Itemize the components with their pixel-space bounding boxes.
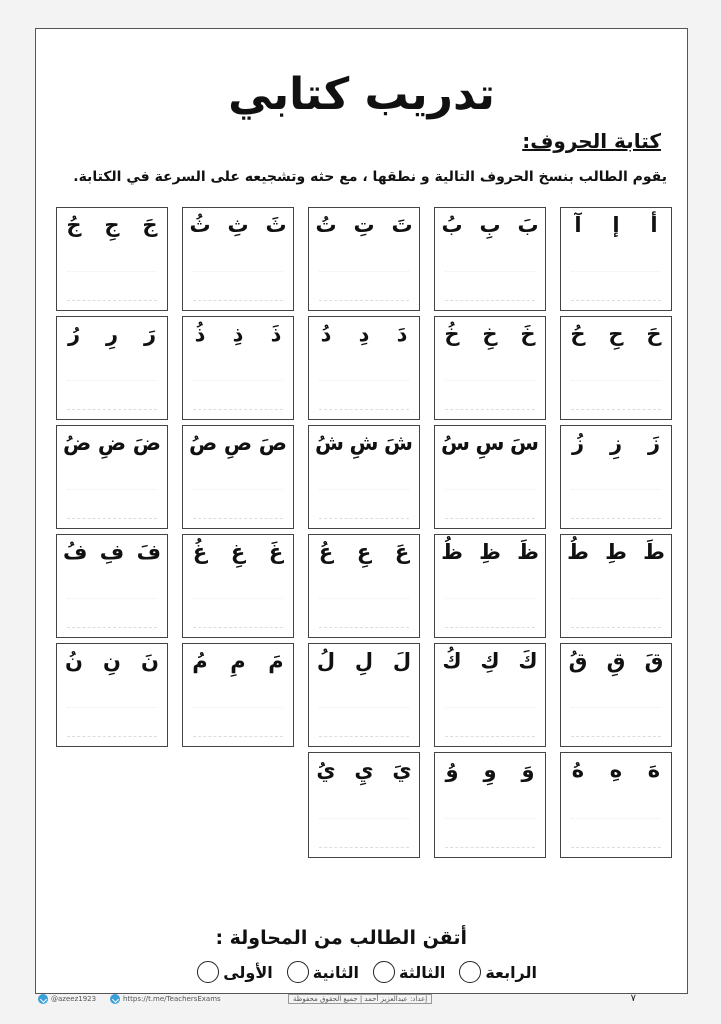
letter-form: زُ	[571, 431, 585, 455]
letter-form: حُ	[570, 322, 586, 346]
writing-line	[67, 409, 157, 410]
letter-box[interactable]	[434, 752, 546, 858]
letter-form: غِ	[230, 540, 246, 564]
letter-form: سُ	[441, 431, 470, 455]
writing-line	[445, 300, 535, 301]
radio-circle[interactable]	[287, 961, 309, 983]
letter-form: ثَ	[265, 213, 287, 237]
letter-form: فِ	[99, 540, 125, 564]
letter-box[interactable]	[308, 316, 420, 420]
letter-form: صَ	[258, 431, 287, 455]
letter-form: لَ	[392, 649, 412, 673]
attempt-label: الثانية	[312, 962, 360, 982]
letter-form: تِ	[353, 213, 375, 237]
letter-box[interactable]	[434, 534, 546, 638]
letter-form: هُ	[571, 758, 585, 782]
letter-box[interactable]	[560, 534, 672, 638]
letter-form: آ	[574, 213, 582, 237]
telegram-icon	[110, 994, 120, 1004]
radio-circle[interactable]	[373, 961, 395, 983]
letter-form: غَ	[268, 540, 284, 564]
letter-forms	[315, 322, 413, 346]
mastery-title: أتقن الطالب من المحاولة :	[215, 927, 467, 949]
letter-form: مِ	[230, 649, 246, 673]
letter-form: مُ	[192, 649, 208, 673]
letter-form: وِ	[483, 758, 497, 782]
writing-line	[193, 736, 283, 737]
letter-forms	[315, 649, 413, 673]
letter-forms	[63, 540, 161, 564]
letter-box[interactable]	[308, 425, 420, 529]
attempt-option-second[interactable]	[287, 961, 359, 983]
letter-forms	[567, 431, 665, 455]
page-title: تدريب كتابي	[228, 69, 495, 120]
letter-form: لُ	[316, 649, 336, 673]
writing-line	[571, 736, 661, 737]
section-title: كتابة الحروف:	[522, 129, 661, 153]
letter-form: إ	[612, 213, 620, 237]
letter-form: ذَ	[270, 322, 282, 346]
writing-line	[193, 300, 283, 301]
letter-form: رِ	[105, 322, 119, 346]
page-number: ٧	[630, 993, 636, 1004]
instruction-text: يقوم الطالب بنسخ الحروف التالية و نطقها ، مع حثه وتشجيعه على السرعة في الكتابة.	[73, 169, 667, 185]
letter-form: لِ	[354, 649, 374, 673]
letter-form: ذِ	[232, 322, 244, 346]
letter-form: غُ	[192, 540, 208, 564]
writing-line	[319, 627, 409, 628]
letter-forms	[63, 649, 161, 673]
letter-form: شَ	[384, 431, 413, 455]
attempt-label: الرابعة	[485, 962, 537, 982]
page-footer	[38, 993, 678, 1007]
letter-forms	[189, 213, 287, 237]
guide-line	[571, 489, 661, 490]
writing-line	[319, 736, 409, 737]
letter-form: عِ	[356, 540, 372, 564]
guide-line	[571, 271, 661, 272]
letter-form: فَ	[136, 540, 161, 564]
writing-line	[193, 627, 283, 628]
letter-form: ضُ	[63, 431, 92, 455]
guide-line	[67, 489, 157, 490]
letter-forms	[567, 322, 665, 346]
guide-line	[193, 598, 283, 599]
letter-box[interactable]	[308, 207, 420, 311]
letter-box[interactable]	[434, 425, 546, 529]
letter-form: يِ	[354, 758, 374, 782]
radio-circle[interactable]	[459, 961, 481, 983]
letter-form: كَ	[518, 649, 538, 673]
letter-form: تَ	[391, 213, 413, 237]
letter-form: جُ	[66, 213, 82, 237]
letter-box[interactable]	[182, 207, 294, 311]
letter-forms	[63, 322, 161, 346]
attempt-label: الثالثة	[399, 962, 446, 982]
writing-line	[319, 300, 409, 301]
letter-form: نِ	[103, 649, 121, 673]
letter-form: طَ	[643, 540, 665, 564]
writing-line	[445, 409, 535, 410]
letter-form: شُ	[315, 431, 344, 455]
letter-form: ذُ	[194, 322, 206, 346]
guide-line	[67, 598, 157, 599]
letter-form: خِ	[482, 322, 498, 346]
letter-form: قُ	[568, 649, 588, 673]
writing-line	[67, 627, 157, 628]
letter-form: فُ	[63, 540, 88, 564]
letter-box[interactable]	[182, 643, 294, 747]
footer-credit: إعداد: عبدالعزيز أحمد | جميع الحقوق محفوظة	[288, 994, 432, 1004]
letter-form: نُ	[65, 649, 83, 673]
writing-line	[571, 409, 661, 410]
letter-form: دِ	[358, 322, 370, 346]
letter-forms	[441, 431, 539, 455]
letter-form: بَ	[517, 213, 539, 237]
telegram-icon	[38, 994, 48, 1004]
letter-box[interactable]	[56, 425, 168, 529]
letter-form: طِ	[605, 540, 627, 564]
letter-form: تُ	[315, 213, 337, 237]
letter-box[interactable]	[308, 534, 420, 638]
letter-form: شِ	[349, 431, 379, 455]
letter-form: ظِ	[479, 540, 501, 564]
letter-forms	[189, 649, 287, 673]
letter-form: ضِ	[97, 431, 127, 455]
guide-line	[67, 707, 157, 708]
writing-line	[67, 518, 157, 519]
guide-line	[67, 380, 157, 381]
letter-forms	[441, 540, 539, 564]
letter-box[interactable]	[182, 425, 294, 529]
letter-forms	[441, 649, 539, 673]
letter-box[interactable]	[56, 534, 168, 638]
letter-forms	[315, 431, 413, 455]
attempt-options	[197, 961, 537, 983]
guide-line	[319, 598, 409, 599]
attempt-option-first[interactable]	[197, 961, 273, 983]
letter-form: مَ	[268, 649, 284, 673]
letter-form: ظَ	[517, 540, 539, 564]
writing-line	[67, 736, 157, 737]
letter-form: وَ	[521, 758, 535, 782]
letter-form: دَ	[396, 322, 408, 346]
guide-line	[571, 380, 661, 381]
guide-line	[571, 598, 661, 599]
footer-handle-1[interactable]	[38, 994, 96, 1004]
attempt-option-third[interactable]	[373, 961, 445, 983]
writing-line	[319, 518, 409, 519]
writing-line	[445, 518, 535, 519]
attempt-label: الأولى	[223, 962, 273, 982]
guide-line	[193, 271, 283, 272]
guide-line	[445, 380, 535, 381]
writing-line	[319, 847, 409, 848]
letter-forms	[441, 213, 539, 237]
letter-box[interactable]	[560, 643, 672, 747]
letter-forms	[63, 431, 161, 455]
letter-form: قِ	[606, 649, 626, 673]
letter-form: عُ	[318, 540, 334, 564]
guide-line	[67, 271, 157, 272]
handle-text: https://t.me/TeachersExams	[123, 995, 221, 1003]
letter-forms	[567, 649, 665, 673]
letter-form: زَ	[647, 431, 661, 455]
guide-line	[193, 489, 283, 490]
writing-line	[319, 409, 409, 410]
guide-line	[319, 818, 409, 819]
letter-form: أ	[650, 213, 658, 237]
letter-form: قَ	[644, 649, 664, 673]
guide-line	[571, 818, 661, 819]
letter-form: كُ	[442, 649, 462, 673]
writing-line	[571, 518, 661, 519]
letter-form: صِ	[223, 431, 253, 455]
letter-box[interactable]	[56, 207, 168, 311]
handle-text: @azeez1923	[51, 995, 97, 1003]
guide-line	[319, 489, 409, 490]
letter-forms	[315, 540, 413, 564]
letter-box[interactable]	[56, 316, 168, 420]
guide-line	[193, 707, 283, 708]
letter-form: ثِ	[227, 213, 249, 237]
letter-form: ضَ	[132, 431, 161, 455]
letter-box[interactable]	[434, 207, 546, 311]
guide-line	[445, 489, 535, 490]
guide-line	[193, 380, 283, 381]
letter-box[interactable]	[308, 752, 420, 858]
writing-line	[571, 847, 661, 848]
guide-line	[445, 598, 535, 599]
letter-form: خُ	[444, 322, 460, 346]
letter-box[interactable]	[434, 316, 546, 420]
letter-forms	[441, 758, 539, 782]
radio-circle[interactable]	[197, 961, 219, 983]
writing-line	[67, 300, 157, 301]
guide-line	[445, 818, 535, 819]
writing-line	[193, 409, 283, 410]
letter-forms	[63, 213, 161, 237]
letter-form: نَ	[141, 649, 159, 673]
letter-form: وُ	[445, 758, 459, 782]
guide-line	[319, 380, 409, 381]
letter-forms	[567, 540, 665, 564]
letter-forms	[189, 431, 287, 455]
letter-form: سِ	[475, 431, 505, 455]
guide-line	[445, 707, 535, 708]
writing-line	[193, 518, 283, 519]
letter-form: طُ	[567, 540, 589, 564]
letter-forms	[189, 322, 287, 346]
letter-form: يُ	[316, 758, 336, 782]
letter-forms	[441, 322, 539, 346]
letter-forms	[567, 213, 665, 237]
letter-form: بُ	[441, 213, 463, 237]
letter-form: ظُ	[441, 540, 463, 564]
letter-form: جَ	[142, 213, 158, 237]
letter-box[interactable]	[56, 643, 168, 747]
writing-line	[445, 847, 535, 848]
letter-form: ثُ	[189, 213, 211, 237]
letter-form: سَ	[510, 431, 539, 455]
letter-form: عَ	[394, 540, 410, 564]
writing-line	[445, 736, 535, 737]
letter-form: دُ	[320, 322, 332, 346]
letter-forms	[567, 758, 665, 782]
guide-line	[319, 707, 409, 708]
letter-box[interactable]	[182, 316, 294, 420]
letter-form: جِ	[104, 213, 120, 237]
guide-line	[319, 271, 409, 272]
letter-forms	[315, 758, 413, 782]
letter-form: هِ	[609, 758, 623, 782]
letter-form: يَ	[392, 758, 412, 782]
guide-line	[445, 271, 535, 272]
letter-box[interactable]	[434, 643, 546, 747]
letter-box[interactable]	[560, 207, 672, 311]
attempt-option-fourth[interactable]	[459, 961, 537, 983]
letter-form: حَ	[646, 322, 662, 346]
letter-form: رَ	[143, 322, 157, 346]
letter-grid	[36, 29, 687, 993]
letter-form: كِ	[480, 649, 500, 673]
letter-form: صُ	[189, 431, 218, 455]
letter-form: زِ	[609, 431, 623, 455]
writing-line	[571, 300, 661, 301]
letter-box[interactable]	[560, 316, 672, 420]
writing-line	[571, 627, 661, 628]
guide-line	[571, 707, 661, 708]
letter-box[interactable]	[560, 425, 672, 529]
letter-form: رُ	[67, 322, 81, 346]
worksheet-page	[35, 28, 688, 994]
letter-form: حِ	[608, 322, 624, 346]
letter-forms	[315, 213, 413, 237]
letter-form: هَ	[647, 758, 661, 782]
letter-forms	[189, 540, 287, 564]
letter-box[interactable]	[308, 643, 420, 747]
writing-line	[445, 627, 535, 628]
letter-box[interactable]	[182, 534, 294, 638]
footer-handle-2[interactable]	[110, 994, 221, 1004]
letter-box[interactable]	[560, 752, 672, 858]
letter-form: بِ	[479, 213, 501, 237]
letter-form: خَ	[520, 322, 536, 346]
